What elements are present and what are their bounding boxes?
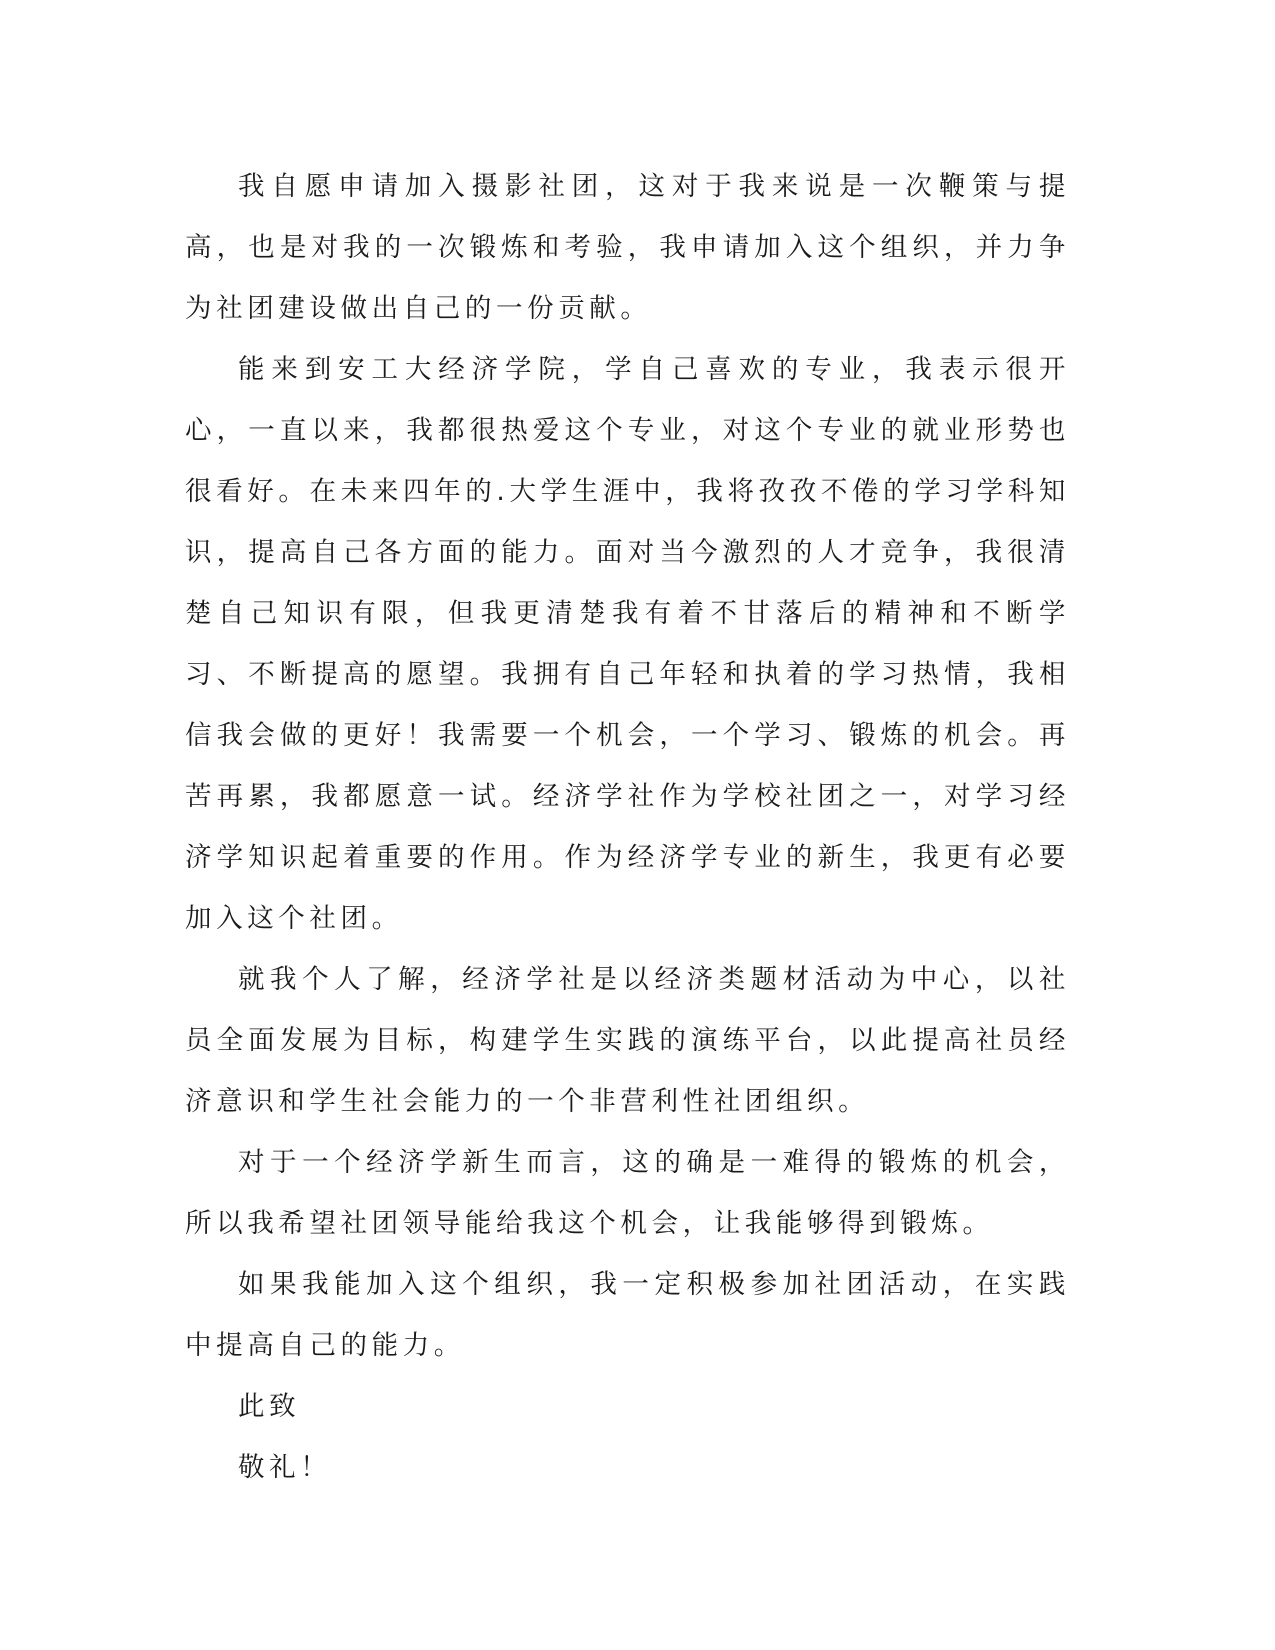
closing-salutation: 此致 <box>238 1391 301 1422</box>
letter-body <box>185 156 1070 1498</box>
paragraph-request: 对于一个经济学新生而言，这的确是一难得的锻炼的机会，所以我希望社团领导能给我这个机会，让我能够得到锻炼。 <box>185 1147 1070 1239</box>
paragraph-commitment: 如果我能加入这个组织，我一定积极参加社团活动，在实践中提高自己的能力。 <box>185 1269 1070 1361</box>
closing-regards: 敬礼！ <box>238 1452 332 1483</box>
paragraph-club-description: 就我个人了解，经济学社是以经济类题材活动为中心，以社员全面发展为目标，构建学生实践的演练平台，以此提高社员经济意识和学生社会能力的一个非营利性社团组织。 <box>185 964 1070 1117</box>
paragraph-motivation: 能来到安工大经济学院，学自己喜欢的专业，我表示很开心，一直以来，我都很热爱这个专业，对这个专业的就业形势也很看好。在未来四年的.大学生涯中，我将孜孜不倦的学习学科知识，提高自己各方面的能力。面对当今激烈的人才竞争，我很清楚自己知识有限，但我更清楚我有着不甘落后的精神和不断学习、不断提高的愿望。我拥有自己年轻和执着的学习热情，我相信我会做的更好！我需要一个机会，一个学习、锻炼的机会。再苦再累，我都愿意一试。经济学社作为学校社团之一，对学习经济学知识起着重要的作用。作为经济学专业的新生，我更有必要加入这个社团。 <box>185 354 1070 934</box>
paragraph-intro: 我自愿申请加入摄影社团，这对于我来说是一次鞭策与提高，也是对我的一次锻炼和考验，我申请加入这个组织，并力争为社团建设做出自己的一份贡献。 <box>185 171 1070 324</box>
